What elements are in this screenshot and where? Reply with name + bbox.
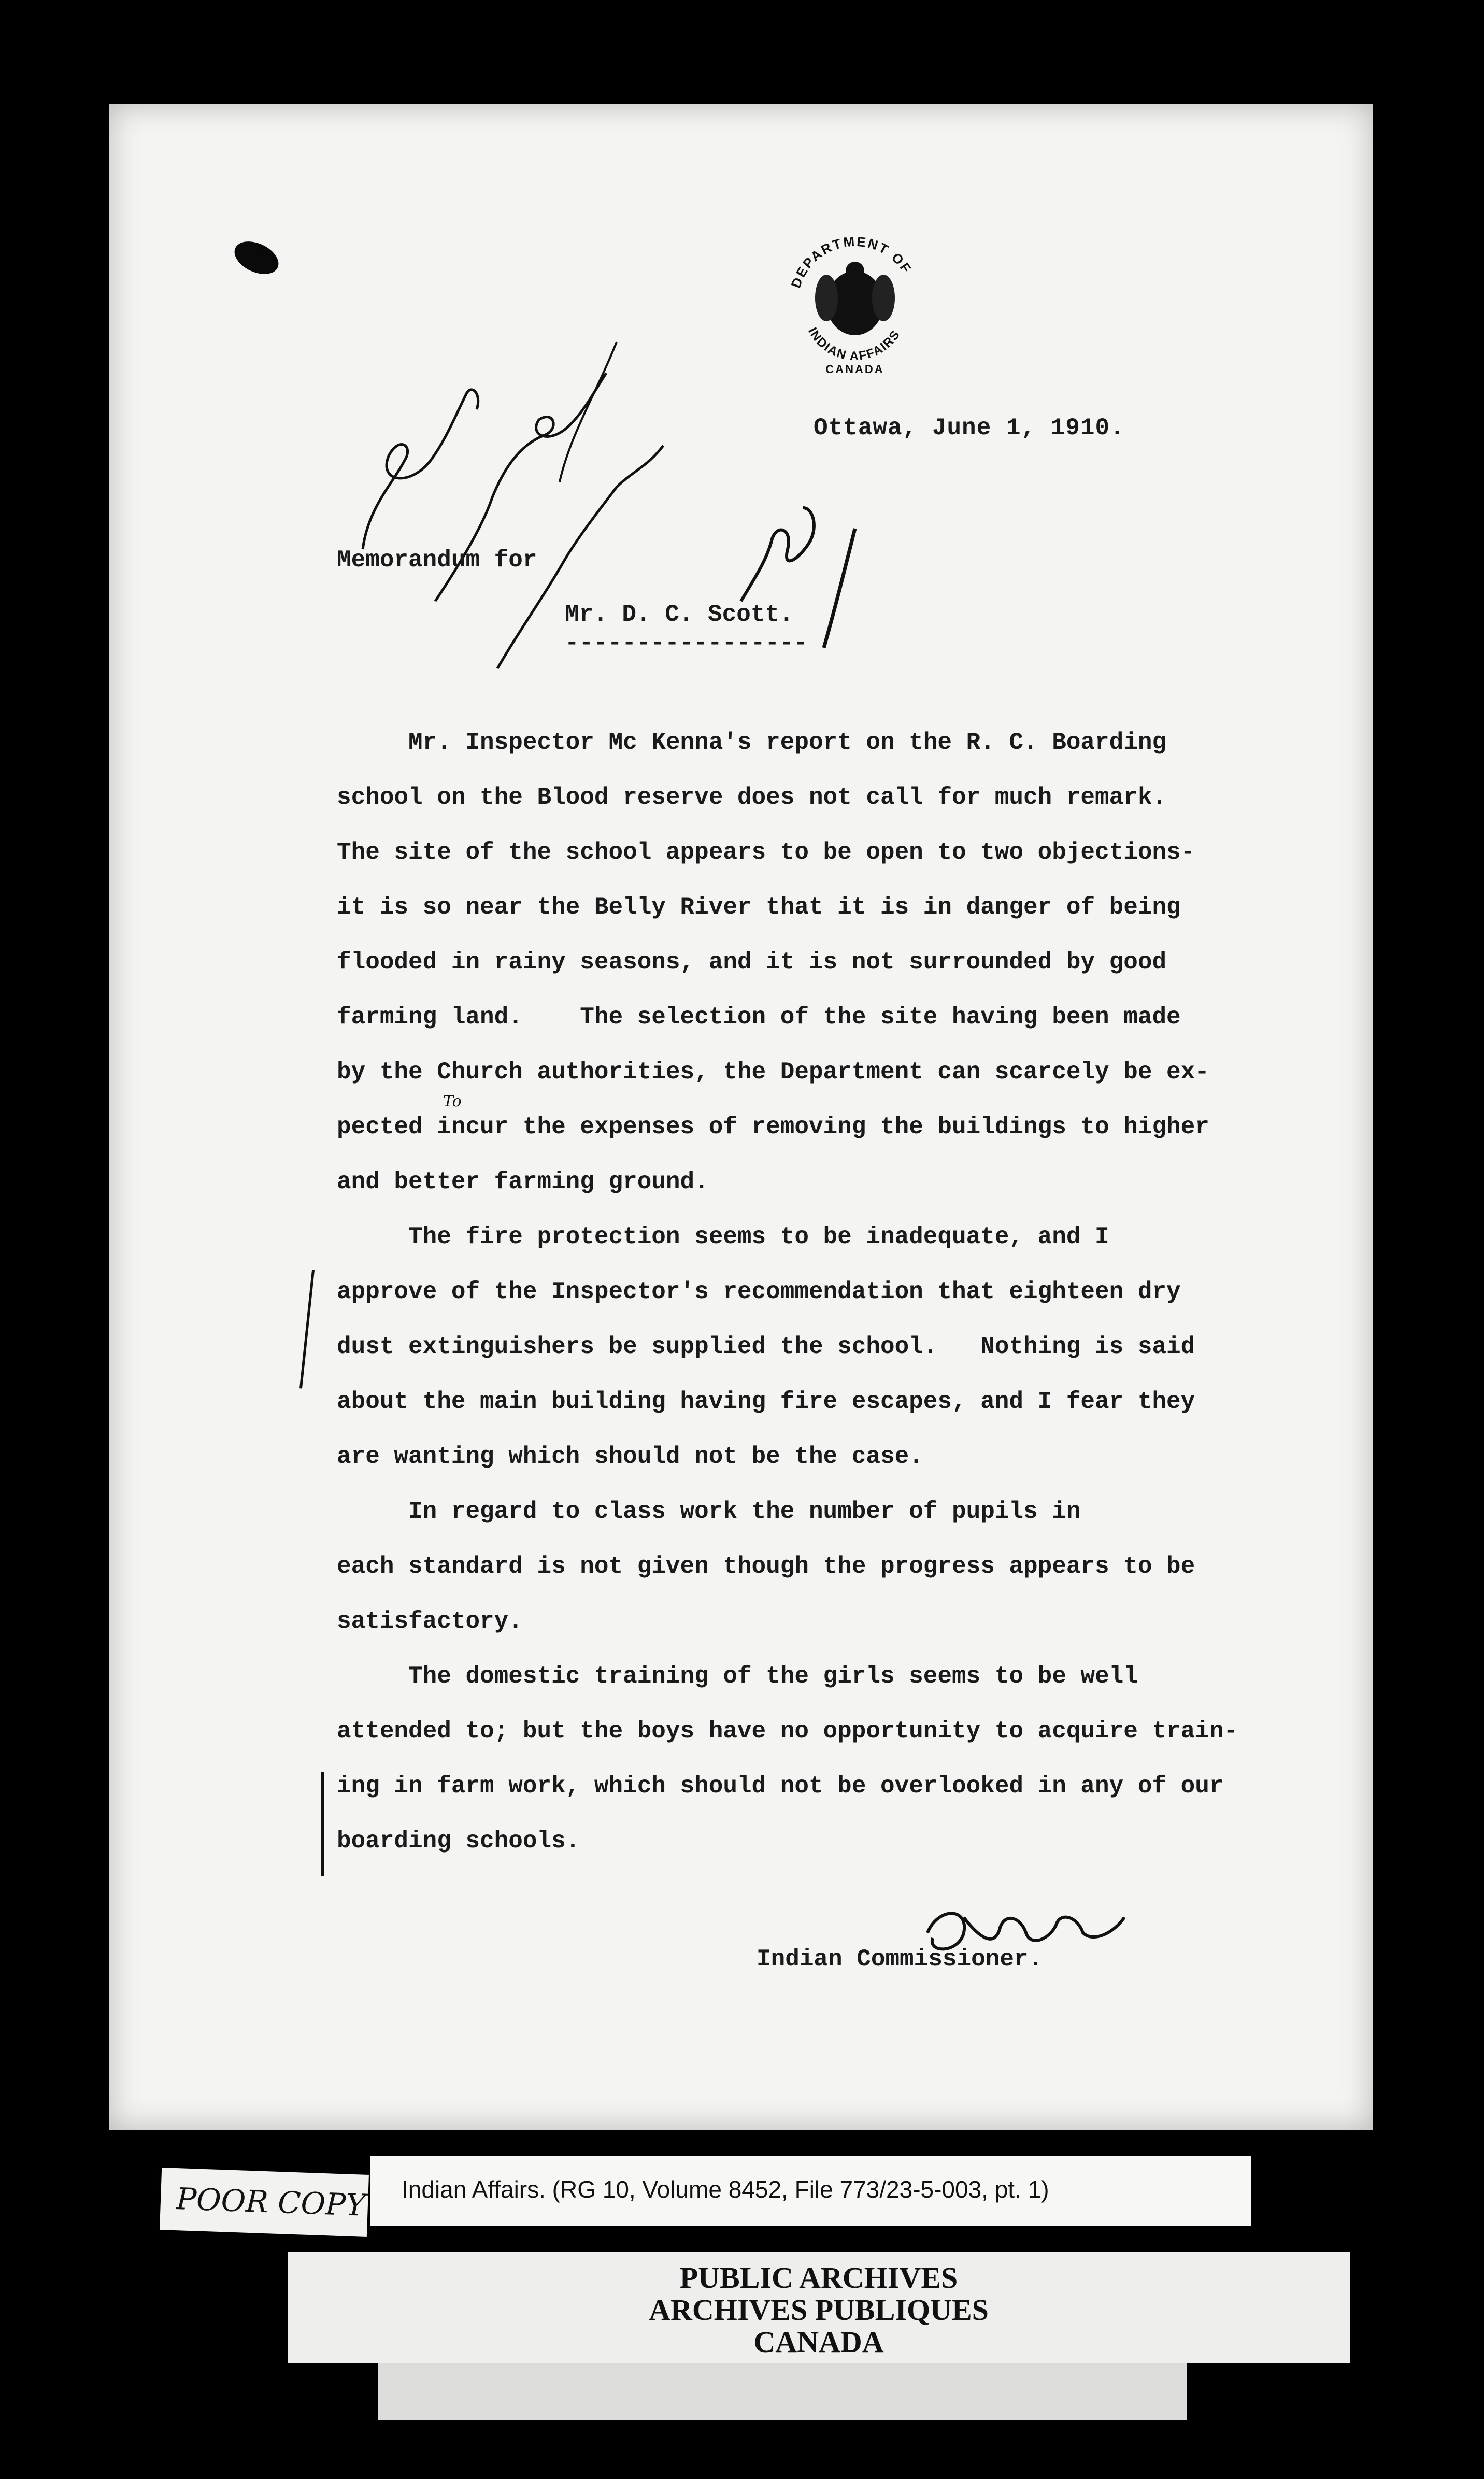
margin-bracket bbox=[299, 1270, 315, 1388]
poor-copy-label bbox=[160, 2168, 369, 2237]
body-line: about the main building having fire escapes, and I fear they bbox=[337, 1388, 1195, 1415]
body-line: The domestic training of the girls seems to be well bbox=[337, 1663, 1138, 1690]
body-line: and better farming ground. bbox=[337, 1169, 709, 1195]
body-line: boarding schools. bbox=[337, 1828, 580, 1855]
dateline: Ottawa, June 1, 1910. bbox=[814, 415, 1125, 441]
archive-reference: Indian Affairs. (RG 10, Volume 8452, File 773/23-5-003, pt. 1) bbox=[402, 2176, 1049, 2203]
archive-reference-label bbox=[370, 2156, 1251, 2226]
addressee-underline: ----------------- bbox=[565, 630, 808, 657]
archive-line-3: CANADA bbox=[753, 2325, 884, 2359]
body-line: pected incur the expenses of removing the buildings to higher bbox=[337, 1114, 1209, 1141]
body-line: Mr. Inspector Mc Kenna's report on the R. C. Boarding bbox=[337, 729, 1167, 756]
memo-body bbox=[337, 715, 1394, 1869]
poor-copy-text: POOR COPY bbox=[175, 2181, 366, 2223]
body-line: by the Church authorities, the Department can scarcely be ex- bbox=[337, 1059, 1209, 1086]
svg-text:INDIAN AFFAIRS: INDIAN AFFAIRS bbox=[805, 325, 903, 364]
body-line: flooded in rainy seasons, and it is not surrounded by good bbox=[337, 949, 1167, 976]
body-line: satisfactory. bbox=[337, 1608, 523, 1635]
archive-line-2: ARCHIVES PUBLIQUES bbox=[649, 2293, 989, 2327]
memo-page bbox=[109, 104, 1373, 2130]
body-line: each standard is not given though the progress appears to be bbox=[337, 1553, 1195, 1580]
body-line: school on the Blood reserve does not call for much remark. bbox=[337, 784, 1167, 811]
body-line: are wanting which should not be the case. bbox=[337, 1443, 923, 1470]
body-line: The fire protection seems to be inadequate, and I bbox=[337, 1223, 1109, 1250]
body-line: dust extinguishers be supplied the school. Nothing is said bbox=[337, 1333, 1195, 1360]
archive-line-1: PUBLIC ARCHIVES bbox=[679, 2261, 958, 2295]
insertion-mark: To bbox=[443, 1092, 462, 1110]
svg-text:CANADA: CANADA bbox=[825, 363, 884, 376]
ink-blot bbox=[230, 235, 284, 281]
body-line: farming land. The selection of the site having been made bbox=[337, 1004, 1181, 1031]
body-line: In regard to class work the number of pupils in bbox=[337, 1498, 1081, 1525]
body-line: attended to; but the boys have no opportunity to acquire train- bbox=[337, 1718, 1238, 1745]
body-line: it is so near the Belly River that it is in danger of being bbox=[337, 894, 1181, 921]
film-strip bbox=[378, 2363, 1187, 2420]
body-line: approve of the Inspector's recommendation that eighteen dry bbox=[337, 1278, 1181, 1305]
memo-heading: Memorandum for bbox=[337, 547, 537, 574]
margin-bracket bbox=[321, 1772, 324, 1876]
addressee: Mr. D. C. Scott. bbox=[565, 601, 794, 628]
archive-stamp bbox=[288, 2252, 1350, 2363]
signature-title: Indian Commissioner. bbox=[757, 1946, 1043, 1973]
body-line: ing in farm work, which should not be overlooked in any of our bbox=[337, 1773, 1224, 1800]
svg-text:DEPARTMENT OF: DEPARTMENT OF bbox=[788, 233, 915, 290]
body-line: The site of the school appears to be open to two objections- bbox=[337, 839, 1195, 866]
archive-stamp-text bbox=[391, 2252, 1246, 2363]
